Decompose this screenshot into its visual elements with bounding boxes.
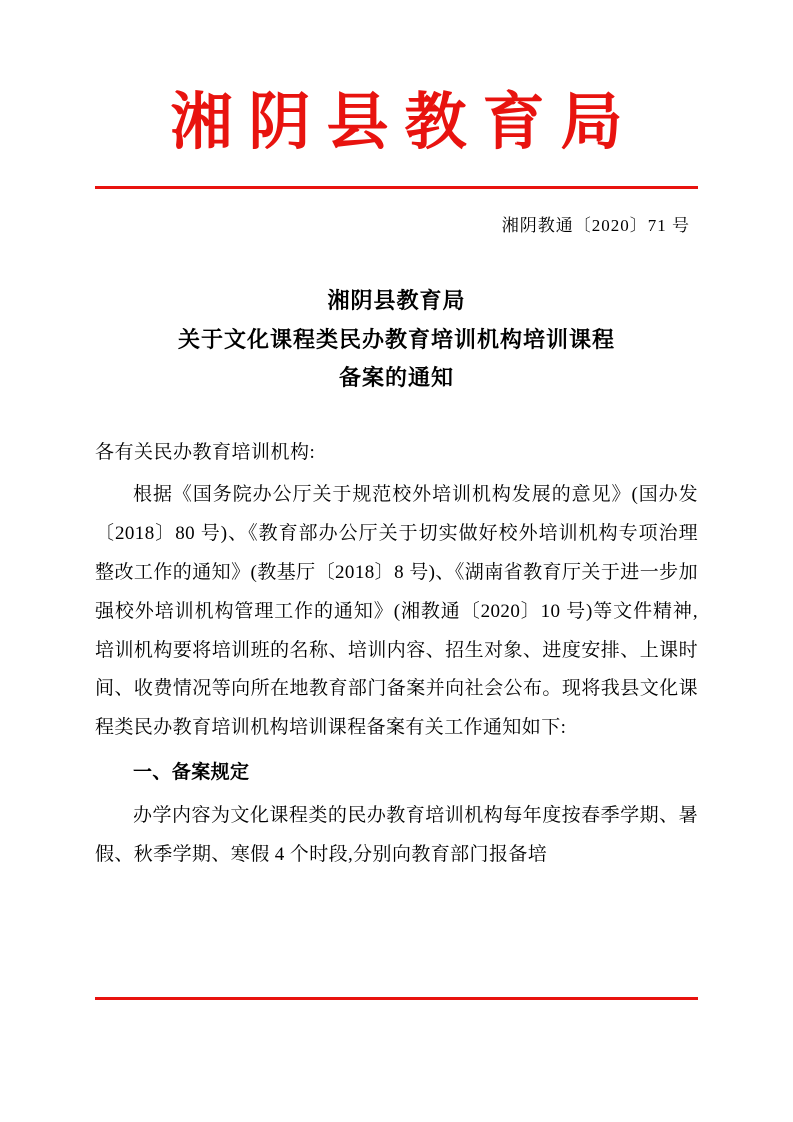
masthead-organization-title: 湘阴县教育局: [170, 89, 639, 157]
document-title-line-1: 湘阴县教育局: [327, 288, 466, 314]
document-number: 湘阴教通〔2020〕71 号: [501, 216, 690, 236]
body-paragraph-1: 根据《国务院办公厅关于规范校外培训机构发展的意见》(国办发〔2018〕80 号)、《教育部办公厅关于切实做好校外培训机构专项治理整改工作的通知》(教基厅〔2018〕8 号)、《湖南省教育厅关于进一步加强校外培训机构管理工作的通知》(湘教通〔2020〕10 号)等文件精神,培训机构要将培训班的名称、培训内容、招生对象、进度安排、上课时间、收费情况等向所在地教育部门备案并向社会公布。现将我县文化课程类民办教育培训机构培训课程备案有关工作通知如下:: [95, 483, 698, 739]
masthead: [95, 0, 698, 159]
section-heading-1: 一、备案规定: [133, 762, 250, 784]
header-red-rule: [95, 186, 698, 189]
document-title: [95, 282, 698, 398]
salutation: 各有关民办教育培训机构:: [95, 441, 316, 463]
document-title-line-3: 备案的通知: [338, 365, 454, 391]
document-title-line-2: 关于文化课程类民办教育培训机构培训课程: [177, 326, 615, 352]
section-paragraph-1: 办学内容为文化课程类的民办教育培训机构每年度按春季学期、暑假、秋季学期、寒假 4 个时段,分别向教育部门报备培: [95, 805, 698, 866]
footer-red-rule: [95, 997, 698, 1000]
